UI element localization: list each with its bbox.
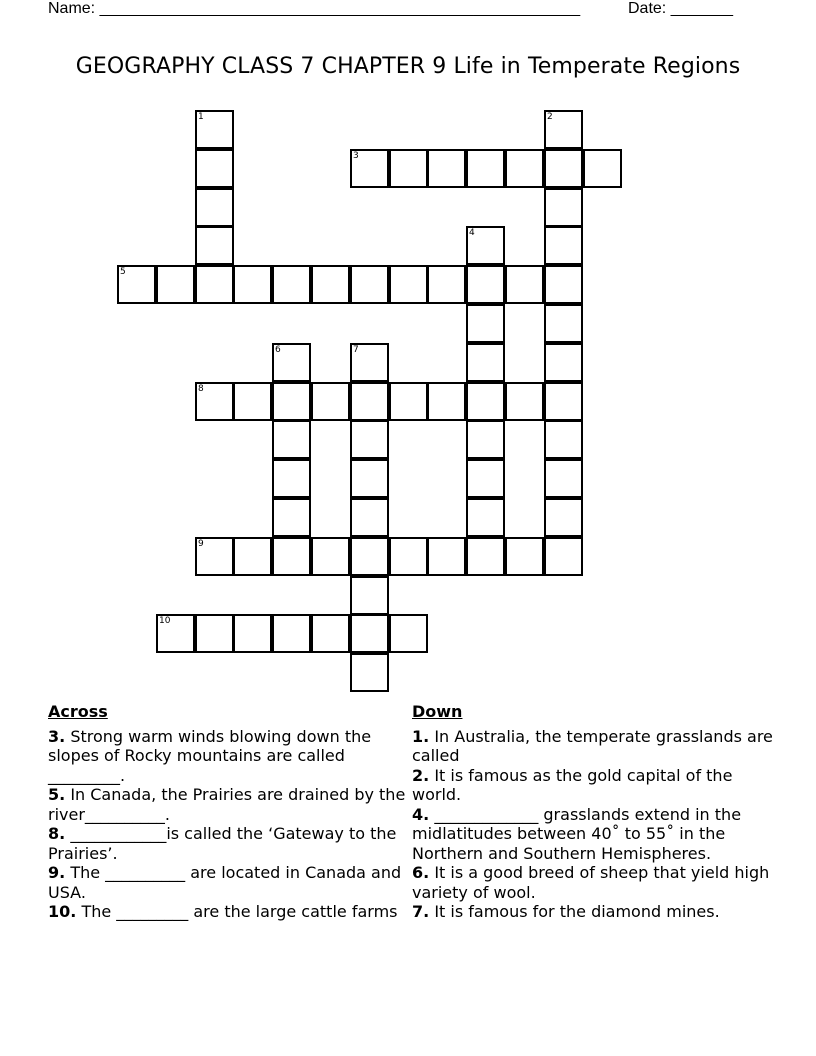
crossword-cell[interactable] <box>389 265 428 304</box>
cell-number: 3 <box>353 151 359 161</box>
crossword-cell[interactable] <box>195 537 234 576</box>
crossword-cell[interactable] <box>272 537 311 576</box>
crossword-cell[interactable] <box>466 382 505 421</box>
crossword-cell[interactable] <box>156 614 195 653</box>
crossword-cell[interactable] <box>195 226 234 265</box>
header-line <box>48 0 748 54</box>
cell-number: 10 <box>159 616 171 626</box>
crossword-cell[interactable] <box>195 149 234 188</box>
crossword-cell[interactable] <box>583 149 622 188</box>
crossword-cell[interactable] <box>466 265 505 304</box>
across-clue-list <box>48 727 410 922</box>
cell-number: 5 <box>120 267 126 277</box>
clue-number: 1. <box>412 726 430 746</box>
crossword-cell[interactable] <box>544 188 583 227</box>
crossword-cell[interactable] <box>195 188 234 227</box>
crossword-cell[interactable] <box>427 382 466 421</box>
clue-number: 6. <box>412 863 430 882</box>
crossword-cell[interactable] <box>466 498 505 537</box>
crossword-cell[interactable] <box>272 382 311 421</box>
crossword-cell[interactable] <box>544 304 583 343</box>
crossword-cell[interactable] <box>505 265 544 304</box>
clue-number: 9. <box>48 863 66 882</box>
crossword-cell[interactable] <box>272 420 311 459</box>
down-clue <box>412 727 778 766</box>
crossword-cell[interactable] <box>272 614 311 653</box>
down-clue <box>412 902 778 922</box>
crossword-cell[interactable] <box>427 149 466 188</box>
clue-number: 3. <box>48 726 66 746</box>
clue-number: 4. <box>412 804 430 824</box>
crossword-cell[interactable] <box>233 614 272 653</box>
crossword-cell[interactable] <box>389 537 428 576</box>
crossword-cell[interactable] <box>466 537 505 576</box>
cell-number: 2 <box>547 112 553 122</box>
crossword-cell[interactable] <box>350 149 389 188</box>
clue-number: 8. <box>48 824 66 843</box>
cell-number: 9 <box>198 539 204 549</box>
crossword-cell[interactable] <box>350 498 389 537</box>
crossword-cell[interactable] <box>233 537 272 576</box>
crossword-cell[interactable] <box>117 265 156 304</box>
date-blank[interactable]: _______ <box>670 0 733 17</box>
crossword-cell[interactable] <box>350 265 389 304</box>
across-clue <box>48 824 410 863</box>
date-label: Date: <box>628 0 667 17</box>
clue-text: The _________ are the large cattle farms <box>81 902 398 921</box>
clue-number: 5. <box>48 785 66 804</box>
crossword-cell[interactable] <box>544 459 583 498</box>
crossword-cell[interactable] <box>233 265 272 304</box>
crossword-cell[interactable] <box>544 343 583 382</box>
crossword-cell[interactable] <box>311 265 350 304</box>
across-clue <box>48 902 410 922</box>
crossword-cell[interactable] <box>350 382 389 421</box>
crossword-cell[interactable] <box>466 149 505 188</box>
crossword-cell[interactable] <box>350 653 389 692</box>
crossword-cell[interactable] <box>544 149 583 188</box>
cell-number: 4 <box>469 228 475 238</box>
clue-text: It is famous for the diamond mines. <box>434 902 720 921</box>
cell-number: 8 <box>198 384 204 394</box>
crossword-cell[interactable] <box>350 459 389 498</box>
crossword-cell[interactable] <box>427 537 466 576</box>
across-clues <box>48 702 410 922</box>
down-clue <box>412 766 778 805</box>
date-field[interactable] <box>628 0 733 18</box>
cell-number: 7 <box>353 345 359 355</box>
crossword-cell[interactable] <box>311 382 350 421</box>
crossword-cell[interactable] <box>272 343 311 382</box>
crossword-cell[interactable] <box>389 614 428 653</box>
clue-text: In Canada, the Prairies are drained by the river__________. <box>48 785 406 824</box>
name-blank[interactable]: ______________________________________________________ <box>99 0 581 17</box>
clue-number: 2. <box>412 765 430 785</box>
crossword-cell[interactable] <box>544 265 583 304</box>
clue-text: _____________ grasslands extend in the midlatitudes between 40˚ to 55˚ in the Northern and Southern Hemispheres. <box>412 804 742 863</box>
crossword-cell[interactable] <box>311 614 350 653</box>
crossword-cell[interactable] <box>505 537 544 576</box>
crossword-cell[interactable] <box>272 265 311 304</box>
crossword-cell[interactable] <box>544 110 583 149</box>
crossword-cell[interactable] <box>544 537 583 576</box>
crossword-cell[interactable] <box>466 343 505 382</box>
down-heading: Down <box>412 702 463 721</box>
clue-number: 10. <box>48 902 77 921</box>
crossword-cell[interactable] <box>466 304 505 343</box>
across-clue <box>48 863 410 902</box>
crossword-cell[interactable] <box>427 265 466 304</box>
crossword-cell[interactable] <box>195 110 234 149</box>
name-field[interactable] <box>48 0 580 18</box>
across-heading: Across <box>48 702 108 721</box>
crossword-cell[interactable] <box>544 226 583 265</box>
crossword-cell[interactable] <box>350 537 389 576</box>
down-clue-list <box>412 727 778 922</box>
crossword-cell[interactable] <box>389 149 428 188</box>
down-clue <box>412 863 778 902</box>
clue-text: In Australia, the temperate grasslands are called <box>412 726 773 765</box>
crossword-cell[interactable] <box>466 420 505 459</box>
crossword-cell[interactable] <box>350 420 389 459</box>
clue-text: ____________is called the ‘Gateway to the Prairies’. <box>48 824 397 863</box>
crossword-cell[interactable] <box>350 614 389 653</box>
crossword-cell[interactable] <box>272 459 311 498</box>
cell-number: 1 <box>198 112 204 122</box>
across-clue <box>48 785 410 824</box>
page-title: GEOGRAPHY CLASS 7 CHAPTER 9 Life in Temperate Regions <box>75 54 741 79</box>
down-clues <box>412 702 778 922</box>
crossword-cell[interactable] <box>195 614 234 653</box>
crossword-cell[interactable] <box>195 382 234 421</box>
name-label: Name: <box>48 0 96 17</box>
crossword-cell[interactable] <box>505 149 544 188</box>
crossword-cell[interactable] <box>544 420 583 459</box>
down-clue <box>412 805 778 864</box>
cell-number: 6 <box>275 345 281 355</box>
crossword-cell[interactable] <box>272 498 311 537</box>
clue-number: 7. <box>412 902 430 921</box>
clue-text: The __________ are located in Canada and USA. <box>48 863 402 902</box>
crossword-cell[interactable] <box>311 537 350 576</box>
crossword-cell[interactable] <box>156 265 195 304</box>
clue-text: Strong warm winds blowing down the slopes of Rocky mountains are called _________. <box>48 726 372 785</box>
crossword-cell[interactable] <box>350 576 389 615</box>
crossword-cell[interactable] <box>350 343 389 382</box>
crossword-cell[interactable] <box>505 382 544 421</box>
clue-text: It is famous as the gold capital of the world. <box>412 765 733 804</box>
across-clue <box>48 727 410 786</box>
crossword-cell[interactable] <box>233 382 272 421</box>
crossword-cell[interactable] <box>466 459 505 498</box>
crossword-cell[interactable] <box>544 498 583 537</box>
clue-text: It is a good breed of sheep that yield high variety of wool. <box>412 863 770 902</box>
crossword-cell[interactable] <box>544 382 583 421</box>
crossword-cell[interactable] <box>466 226 505 265</box>
crossword-cell[interactable] <box>195 265 234 304</box>
crossword-cell[interactable] <box>389 382 428 421</box>
